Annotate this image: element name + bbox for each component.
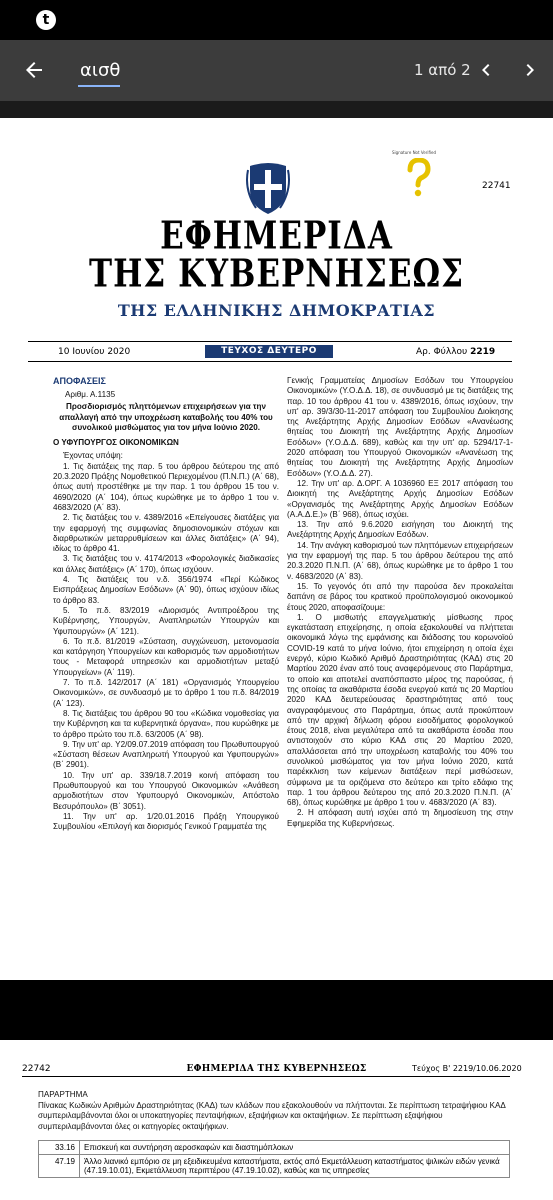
- page-gap: [0, 980, 553, 1040]
- paragraph: 12. Την υπ' αρ. Δ.ΟΡΓ. Α 1036960 ΕΞ 2017 απόφαση του Διοικητή της Ανεξάρτητης Αρχής Δημοσίων Εσόδων «Οργανισμός της Ανεξάρτητης Αρχής Δημοσίων Εσόδων (Α.Α.Δ.Ε.)» (Β΄ 968), όπως ισχύει.: [287, 478, 513, 519]
- search-input-underline: [78, 85, 120, 87]
- paragraph: 15. Το γεγονός ότι από την παρούσα δεν προκαλείται δαπάνη σε βάρος του κρατικού προϋπολογισμού οικονομικού έτους 2020, αποφασίζουμε:: [287, 581, 513, 612]
- sheet-number: [416, 347, 495, 357]
- kad-table: [38, 1140, 510, 1178]
- paragraph: 10. Την υπ' αρ. 339/18.7.2019 κοινή απόφαση του Πρωθυπουργού και του Υπουργού Οικονομικών «Ανάθεση αρμοδιοτήτων στον Υφυπουργό Οικονομικών, Απόστολο Βεσυρόπουλο» (Β΄ 3051).: [53, 770, 279, 811]
- kad-description: Άλλο λιανικό εμπόριο σε μη εξειδικευμένα καταστήματα, εκτός από Εκμετάλλευση καταστήματος ψιλικών ειδών γενικά (47.19.10.01), Εκμετάλλευση περιπτέρου (47.19.10.02), καθώς και τις υπηρεσίες: [80, 1155, 510, 1178]
- paragraph: 1. Ο μισθωτής επαγγελματικής μίσθωσης προς εγκατάσταση επιχείρησης, η οποία εξακολουθεί να πλήττεται οικονομικά λόγω της εμφάνισης και διάδοσης του κορωνοϊού COVID-19 κατά το μήνα Ιούνιο, ήτοι επιχείρηση η οποία έχει ενεργό, κύριο Κωδικό Αριθμό Δραστηριότητας (ΚΑΔ) στις 20 Μαρτίου 2020 έναν από τους αναφερόμενους στο Παράρτημα, το οποίο και αποτελεί αναπόσπαστο μέρος της παρούσας, ή της οποίας τα ακαθάριστα έσοδα ενεργού κατά τις 20 Μαρτίου 2020 ΚΑΔ δευτερεύουσας δραστηριότητας από τους αναγραφόμενους στο Παράρτημα, όπως αυτά προκύπτουν από την αρχική δήλωση φόρου εισοδήματος φορολογικού έτους 2018, είναι μεγαλύτερα από τα ακαθάριστα έσοδα που αντιστοιχούν στο κύριο ΚΑΔ στις 20 Μαρτίου 2020, απαλλάσσεται από την υποχρέωση καταβολής του 40% του συνολικού μισθώματος για τον μήνα Ιούνιο 2020, κατά παρέκκλιση των κείμενων διατάξεων περί μισθώσεων, σύμφωνα με τα οριζόμενα στο δεύτερο και τρίτο εδάφιο της παρ. 1 του άρθρου δεύτερου της από 20.3.2020 Π.Ν.Π. (Α΄ 68), όπως κυρώθηκε με άρθρο 1 του ν. 4683/2020 (Α΄ 83).: [287, 612, 513, 808]
- issue-reference: Τεύχος Β' 2219/10.06.2020: [412, 1064, 522, 1073]
- gazette-subtitle: ΤΗΣ ΕΛΛΗΝΙΚΗΣ ΔΗΜΟΚΡΑΤΙΑΣ: [117, 301, 436, 320]
- paragraph: 7. Το π.δ. 142/2017 (Α΄ 181) «Οργανισμός Υπουργείου Οικονομικών», σε συνδυασμό με το άρθρο 1 του π.δ. 84/2019 (Α΄ 123).: [53, 678, 279, 708]
- header-divider-bottom: [28, 361, 512, 362]
- paragraph: 5. Το π.δ. 83/2019 «Διορισμός Αντιπροέδρου της Κυβέρνησης, Υπουργών, Αναπληρωτών Υπουργών και Υφυπουργών» (Α΄ 121).: [53, 605, 279, 636]
- annex-text: Πίνακας Κωδικών Αριθμών Δραστηριότητας (ΚΑΔ) των κλάδων που εξακολουθούν να πλήττονται. Σε περίπτωση τετραψήφιου ΚΑΔ συμπεριλαμβάνονται όλοι οι υποκατηγορίες πενταψήφιων, εξαψήφιων και οκταψήφιων. Σε περίπτωση εξαψήφιου συμπεριλαμβάνονται όλες οι κατηγορίες οκταψήφιων.: [38, 1100, 506, 1131]
- search-input[interactable]: [80, 56, 280, 84]
- right-column: [287, 376, 513, 829]
- minister-heading: Ο ΥΦΥΠΟΥΡΓΟΣ ΟΙΚΟΝΟΜΙΚΩΝ: [53, 438, 179, 448]
- paragraph: 2. Η απόφαση αυτή ισχύει από τη δημοσίευση της στην Εφημερίδα της Κυβερνήσεως.: [287, 808, 513, 828]
- paragraph: 2. Τις διατάξεις του ν. 4389/2016 «Επείγουσες διατάξεις για την εφαρμογή της συμφωνίας δημοσιονομικών στόχων και διαρθρωτικών μεταρρυθμίσεων και άλλες διατάξεις» (Α΄ 94), ιδίως το άρθρο 41.: [53, 513, 279, 554]
- paragraph: 14. Την ανάγκη καθορισμού των πληττόμενων επιχειρήσεων για την εφαρμογή της παρ. 5 του άρθρου δεύτερου της από 20.3.2020 Π.Ν.Π. (Α΄ 68), όπως κυρώθηκε με το άρθρο 1 του ν. 4683/2020 (Α΄ 83).: [287, 540, 513, 581]
- gazette-title-line1: ΕΦΗΜΕΡΙΔΑ: [160, 213, 393, 259]
- paragraph: 6. Το π.δ. 81/2019 «Σύσταση, συγχώνευση, μετονομασία και κατάργηση Υπουργείων και καθορισμός των αρμοδιοτήτων τους - Μεταφορά υπηρεσιών και αρμοδιοτήτων μεταξύ Υπουργείων» (Α΄ 119).: [53, 636, 279, 677]
- annex-intro: [38, 1090, 510, 1132]
- paragraph: 4. Τις διατάξεις του ν.δ. 356/1974 «Περί Κώδικος Εισπράξεως Δημοσίων Εσόδων» (Α΄ 90), όπως ισχύουν ιδίως το άρθρο 83.: [53, 575, 279, 605]
- paragraph: 13. Την από 9.6.2020 εισήγηση του Διοικητή της Ανεξάρτητης Αρχής Δημοσίων Εσόδων.: [287, 520, 513, 540]
- kad-code: 47.19: [39, 1155, 80, 1178]
- decision-number: Αριθμ. Α.1135: [65, 390, 116, 399]
- sheet-label: Αρ. Φύλλου: [416, 347, 468, 357]
- paragraph: 8. Τις διατάξεις του άρθρου 90 του «Κώδικα νομοθεσίας για την Κυβέρνηση και τα κυβερνητικά όργανα», που κυρώθηκε με το άρθρο πρώτο του π.δ. 63/2005 (Α΄ 98).: [53, 708, 279, 739]
- sheet-value: 2219: [470, 347, 496, 357]
- match-count: 1 από 2: [414, 61, 471, 79]
- paragraph: Έχοντας υπόψη:: [63, 451, 123, 461]
- issue-badge: ΤΕΥΧΟΣ ΔΕΥΤΕΡΟ: [205, 345, 333, 358]
- top-status-bar: [0, 0, 553, 40]
- paragraph: Γενικής Γραμματείας Δημοσίων Εσόδων του Υπουργείου Οικονομικών» (Υ.Ο.Δ.Δ. 18), σε συνδυασμό με τις διατάξεις της παρ. 10 του άρθρου 41 του ν. 4389/2016, όπως ισχύουν, την υπ' αρ. 39/3/30-11-2017 απόφαση του Συμβουλίου Διοίκησης της Ανεξάρτητης Αρχής Δημοσίων Εσόδων «Ανανέωσης θητείας του Διοικητή της Ανεξάρτητης Αρχής Δημοσίων Εσόδων» (Υ.Ο.Δ.Δ. 689), καθώς και την υπ' αρ. 5294/17-1-2020 απόφαση του Υπουργού Οικονομικών «Ανανέωση της θητείας του Διοικητή της Ανεξάρτητης Αρχής Δημοσίων Εσόδων» (Υ.Ο.Δ.Δ. 27).: [287, 376, 513, 478]
- table-row: [39, 1155, 510, 1178]
- paragraph: 3. Τις διατάξεις του ν. 4174/2013 «Φορολογικές διαδικασίες και άλλες διατάξεις» (Α΄ 170), όπως ισχύουν.: [53, 554, 279, 574]
- back-arrow-icon[interactable]: [22, 58, 46, 82]
- document-page-2[interactable]: [0, 1040, 553, 1200]
- gazette-title-line2: ΤΗΣ ΚΥΒΕΡΝΗΣΕΩΣ: [89, 251, 464, 297]
- table-row: [39, 1141, 510, 1155]
- section-heading: ΑΠΟΦΑΣΕΙΣ: [53, 376, 106, 386]
- kad-description: Επισκευή και συντήρηση αεροσκαφών και διαστημόπλοιων: [80, 1141, 510, 1155]
- find-in-page-bar: [0, 40, 553, 101]
- decision-title: Προσδιορισμός πληττόμενων επιχειρήσεων για την απαλλαγή από την υποχρέωση καταβολής του 40% του συνολικού μισθώματος για τον μήνα Ιούνιο 2020.: [59, 402, 273, 432]
- paragraph: 1. Τις διατάξεις της παρ. 5 του άρθρου δεύτερου της από 20.3.2020 Πράξης Νομοθετικού Περιεχομένου (Π.Ν.Π.) (Α΄ 68), όπως αυτή προστέθηκε με την παρ. 1 του άρθρου 15 του ν. 4690/2020 (Α΄ 104), όπως κυρώθηκε με το άρθρο 1 του ν. 4683/2020 (Α΄ 83).: [53, 461, 279, 512]
- next-match-icon[interactable]: [518, 58, 542, 82]
- signature-stamp-label: Signature Not Verified: [392, 150, 437, 155]
- running-header-title: ΕΦΗΜΕΡΙΔΑ ΤΗΣ ΚΥΒΕΡΝΗΣΕΩΣ: [186, 1064, 367, 1074]
- document-page-1[interactable]: [0, 118, 553, 980]
- left-column: [53, 376, 279, 832]
- paragraph: 11. Την υπ' αρ. 1/20.01.2016 Πράξη Υπουργικού Συμβουλίου «Επιλογή και διορισμός Γενικού Γραμματέα της: [53, 811, 279, 832]
- question-mark-icon: [404, 158, 432, 198]
- annex-label: ΠΑΡΑΡΤΗΜΑ: [38, 1090, 88, 1099]
- page-number: 22741: [482, 181, 511, 191]
- issue-date: 10 Ιουνίου 2020: [58, 347, 131, 357]
- greek-coat-of-arms-icon: [246, 160, 290, 216]
- header-divider: [28, 341, 512, 342]
- page-number: 22742: [22, 1064, 51, 1074]
- viewer-background: [0, 101, 553, 118]
- kad-code: 33.16: [39, 1141, 80, 1155]
- header-divider: [22, 1076, 510, 1077]
- previous-match-icon[interactable]: [474, 58, 498, 82]
- paragraph: 9. Την υπ' αρ. Υ2/09.07.2019 απόφαση του Πρωθυπουργού «Σύσταση θέσεων Αναπληρωτή Υπουργού και Υφυπουργών» (Β΄ 2901).: [53, 739, 279, 770]
- tumblr-icon[interactable]: t: [36, 10, 56, 30]
